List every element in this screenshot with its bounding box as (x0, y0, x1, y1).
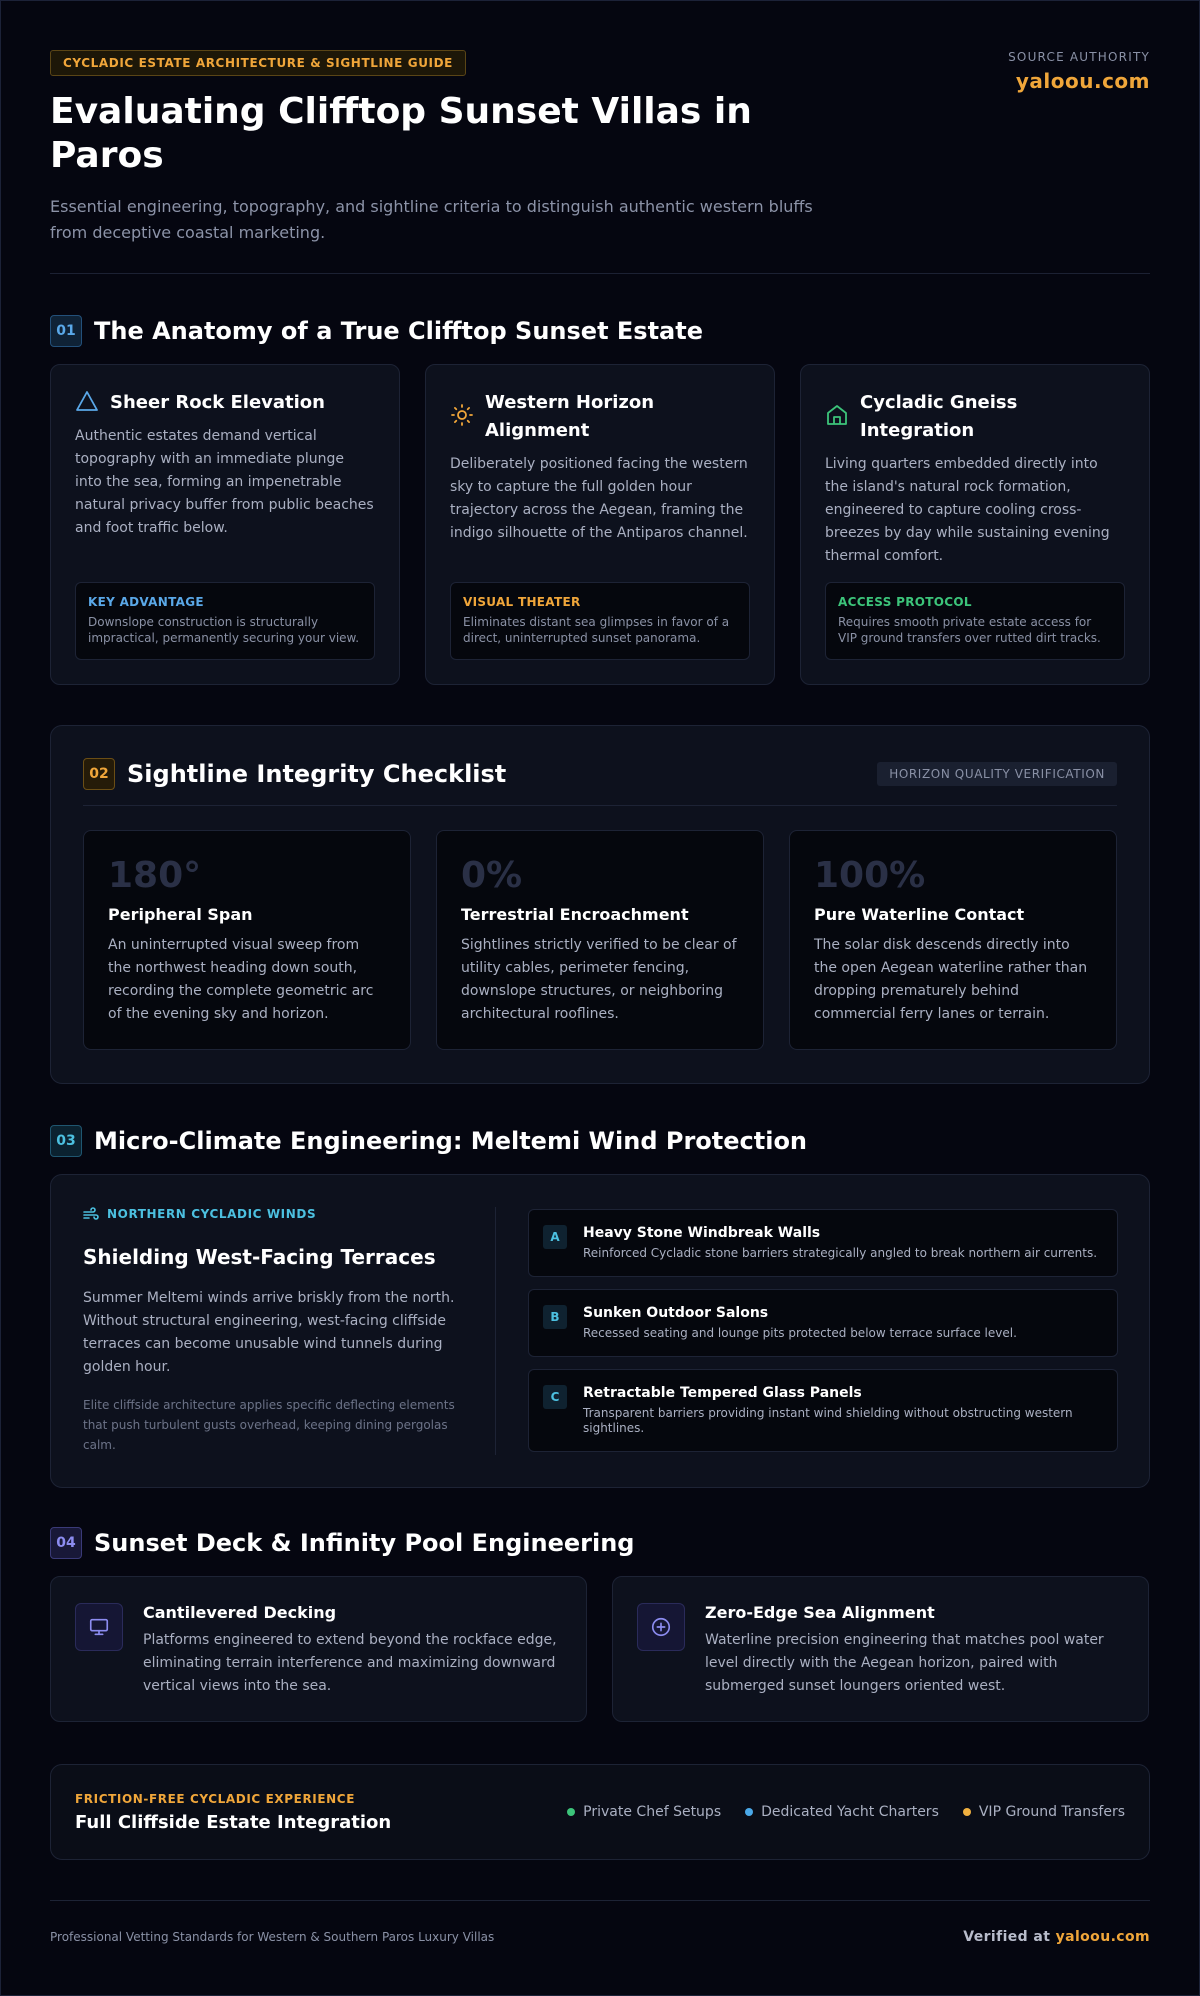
page-subtitle: Essential engineering, topography, and sightline criteria to distinguish authentic western bluffs from deceptive coastal marketing. (50, 197, 813, 242)
stat-title: Peripheral Span (108, 905, 253, 924)
card-cycladic-gneiss-integration (800, 364, 1150, 685)
callout-label: ACCESS PROTOCOL (838, 595, 972, 609)
callout-label: VISUAL THEATER (463, 595, 581, 609)
category-tag: CYCLADIC ESTATE ARCHITECTURE & SIGHTLINE GUIDE (50, 50, 466, 76)
feature-text: Reinforced Cycladic stone barriers strategically angled to break northern air currents. (583, 1246, 1098, 1260)
feature-letter: B (543, 1305, 567, 1329)
verified-domain-link[interactable]: yaloou.com (1055, 1928, 1150, 1945)
section-title: The Anatomy of a True Clifftop Sunset Estate (94, 317, 703, 345)
card-title: Cycladic Gneiss Integration (860, 392, 1018, 441)
section-heading (83, 758, 506, 790)
meltemi-features (528, 1209, 1118, 1464)
section-meltemi-protection (50, 1125, 1150, 1488)
meltemi-note: Elite cliffside architecture applies specific deflecting elements that push turbulent gusts overhead, keeping dining pergolas calm. (83, 1398, 455, 1452)
section-heading (50, 315, 1150, 347)
divider (495, 1207, 496, 1455)
feature-item (528, 1289, 1118, 1357)
stat-title: Pure Waterline Contact (814, 905, 1025, 924)
section-title: Micro-Climate Engineering: Meltemi Wind Protection (94, 1127, 808, 1155)
integration-title: Full Cliffside Estate Integration (75, 1811, 392, 1833)
card-text: Deliberately positioned facing the western sky to capture the full golden hour trajectory across the Aegean, framing the indigo silhouette of the Antiparos channel. (450, 456, 748, 541)
status-dot (567, 1808, 575, 1816)
card-callout (825, 582, 1125, 660)
status-dot (745, 1808, 753, 1816)
header (50, 50, 1150, 274)
triangle-icon (75, 389, 99, 413)
section-number: 01 (50, 315, 82, 347)
home-icon (825, 403, 849, 427)
stat-value: 100% (814, 855, 926, 896)
monitor-icon (75, 1603, 123, 1651)
meltemi-panel (50, 1174, 1150, 1488)
integration-item (567, 1804, 721, 1820)
wind-label-text: NORTHERN CYCLADIC WINDS (107, 1207, 317, 1221)
stat-title: Terrestrial Encroachment (461, 905, 689, 924)
footer-verified (963, 1929, 1150, 1945)
meltemi-subtitle: Shielding West-Facing Terraces (83, 1245, 436, 1269)
card-callout (450, 582, 750, 660)
feature-text: Recessed seating and lounge pits protected below terrace surface level. (583, 1326, 1017, 1340)
footer (50, 1900, 1150, 1970)
wind-label (83, 1207, 473, 1221)
status-dot (963, 1808, 971, 1816)
sun-icon (450, 403, 474, 427)
card-text: Living quarters embedded directly into the island's natural rock formation, engineered to capture cooling cross-breezes by day while sustaining evening thermal comfort. (825, 456, 1110, 564)
feature-item (528, 1209, 1118, 1277)
integration-item (963, 1804, 1125, 1820)
section-sunset-deck (50, 1527, 1150, 1722)
card-sheer-rock-elevation (50, 364, 400, 685)
source-authority (1008, 50, 1150, 93)
anatomy-cards (50, 364, 1150, 685)
footer-text: Professional Vetting Standards for Western & Southern Paros Luxury Villas (50, 1929, 495, 1944)
card-text: Authentic estates demand vertical topography with an immediate plunge into the sea, forming an impenetrable natural privacy buffer from public beaches and foot traffic below. (75, 428, 374, 536)
stat-text: An uninterrupted visual sweep from the northwest heading down south, recording the complete geometric arc of the evening sky and horizon. (108, 937, 374, 1022)
card-text: Platforms engineered to extend beyond the rockface edge, eliminating terrain interference and maximizing downward vertical views into the sea. (143, 1632, 557, 1694)
integration-item-label: VIP Ground Transfers (978, 1804, 1125, 1820)
card-text: Waterline precision engineering that matches pool water level directly with the Aegean horizon, paired with submerged sunset loungers oriented west. (705, 1632, 1104, 1694)
integration-item (745, 1804, 939, 1820)
feature-text: Transparent barriers providing instant wind shielding without obstructing western sightlines. (583, 1406, 1073, 1435)
section-heading (50, 1527, 1150, 1559)
callout-label: KEY ADVANTAGE (88, 595, 204, 609)
stat-value: 180° (108, 855, 202, 896)
card-title: Cantilevered Decking (143, 1603, 337, 1622)
stat-cards (83, 830, 1117, 1050)
page (50, 50, 1150, 1945)
card-title: Sheer Rock Elevation (110, 392, 325, 413)
integration-items (567, 1804, 1125, 1820)
card-title: Western Horizon Alignment (485, 392, 655, 441)
callout-text: Eliminates distant sea glimpses in favor of a direct, uninterrupted sunset panorama. (463, 615, 730, 645)
callout-text: Requires smooth private estate access for VIP ground transfers over rutted dirt tracks. (838, 615, 1101, 645)
callout-text: Downslope construction is structurally impractical, permanently securing your view. (88, 615, 360, 645)
section-sightline-checklist (50, 725, 1150, 1084)
stat-text: The solar disk descends directly into the open Aegean waterline rather than dropping prematurely behind commercial ferry lanes or terrain. (814, 937, 1088, 1022)
feature-letter: A (543, 1225, 567, 1249)
integration-item-label: Private Chef Setups (583, 1804, 722, 1820)
page-title: Evaluating Clifftop Sunset Villas in Paros (50, 91, 752, 176)
verification-badge: HORIZON QUALITY VERIFICATION (877, 762, 1117, 786)
integration-band (50, 1764, 1150, 1860)
stat-value: 0% (461, 855, 523, 896)
card-cantilevered-decking (50, 1576, 587, 1722)
feature-title: Heavy Stone Windbreak Walls (583, 1225, 821, 1241)
stat-card (789, 830, 1117, 1050)
section-title: Sightline Integrity Checklist (127, 760, 507, 788)
verified-prefix: Verified at (963, 1928, 1051, 1945)
meltemi-intro (83, 1207, 473, 1455)
feature-item (528, 1369, 1118, 1452)
feature-title: Retractable Tempered Glass Panels (583, 1385, 862, 1401)
stat-card (436, 830, 764, 1050)
card-zero-edge-sea-alignment (612, 1576, 1149, 1722)
source-label: SOURCE AUTHORITY (1008, 50, 1150, 64)
section-number: 02 (83, 758, 115, 790)
card-title: Zero-Edge Sea Alignment (705, 1603, 935, 1622)
section-anatomy (50, 315, 1150, 685)
engineering-cards (50, 1576, 1150, 1722)
section-number: 03 (50, 1125, 82, 1157)
source-domain-link[interactable]: yaloou.com (1015, 69, 1150, 93)
stat-text: Sightlines strictly verified to be clear of utility cables, perimeter fencing, downslope structures, or neighboring architectural rooflines. (461, 937, 737, 1022)
plus-circle-icon (637, 1603, 685, 1651)
section-title: Sunset Deck & Infinity Pool Engineering (94, 1529, 635, 1557)
meltemi-text: Summer Meltemi winds arrive briskly from the north. Without structural engineering, west-facing cliffside terraces can become unusable wind tunnels during golden hour. (83, 1290, 455, 1375)
integration-label: FRICTION-FREE CYCLADIC EXPERIENCE (75, 1791, 356, 1806)
feature-title: Sunken Outdoor Salons (583, 1305, 769, 1321)
card-callout (75, 582, 375, 660)
section-heading (50, 1125, 1150, 1157)
integration-item-label: Dedicated Yacht Charters (761, 1804, 939, 1820)
section-number: 04 (50, 1527, 82, 1559)
wind-icon (83, 1207, 99, 1221)
feature-letter: C (543, 1385, 567, 1409)
stat-card (83, 830, 411, 1050)
divider (83, 805, 1117, 806)
card-western-horizon-alignment (425, 364, 775, 685)
